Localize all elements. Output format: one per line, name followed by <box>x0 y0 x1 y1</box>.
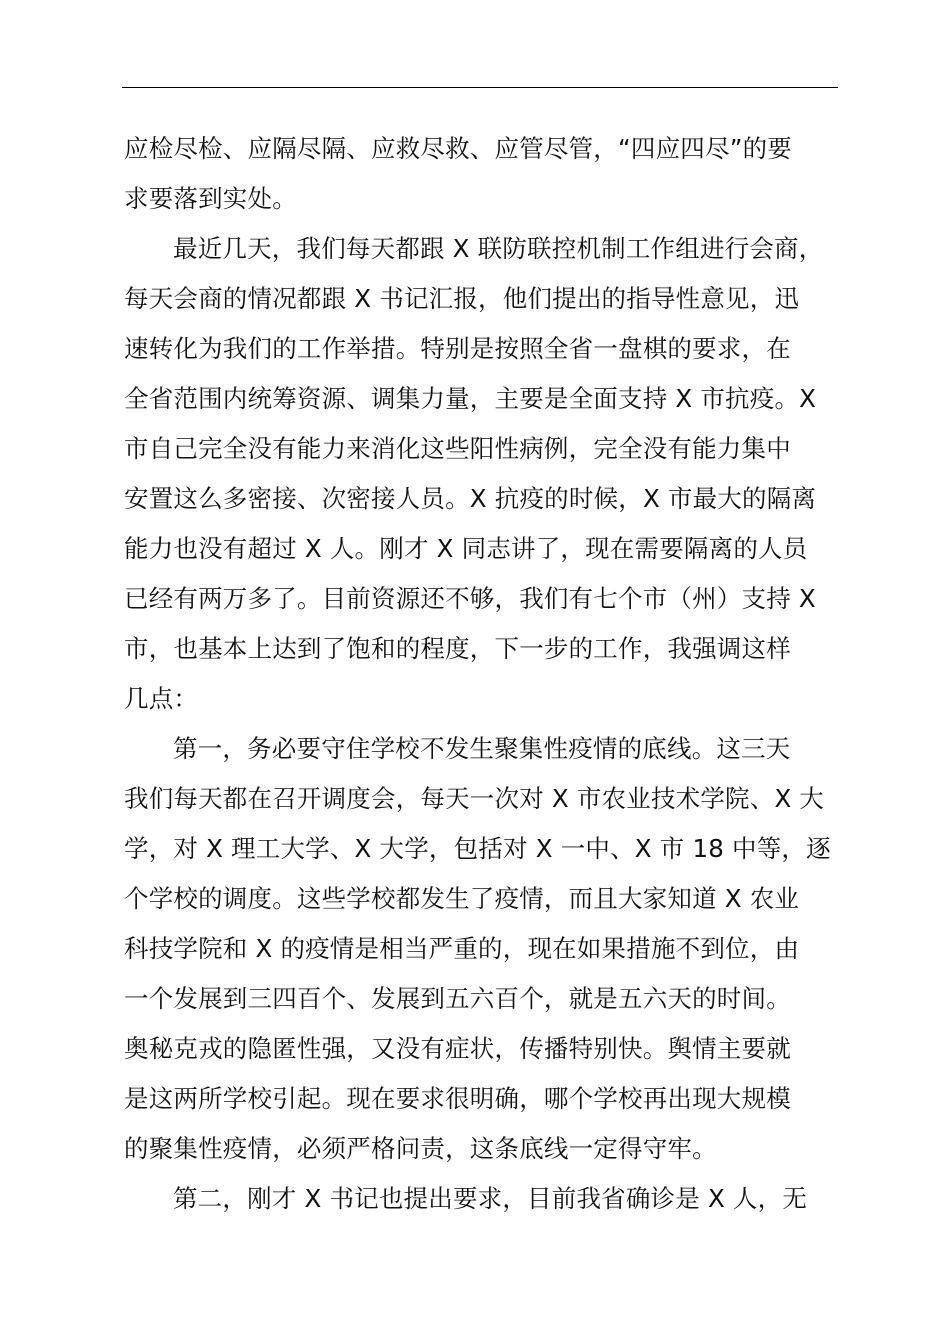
text-line: 学，对 X 理工大学、X 大学，包括对 X 一中、X 市 18 中等，逐 <box>124 834 831 863</box>
text-line: 求要落到实处。 <box>124 184 297 213</box>
text-line: 能力也没有超过 X 人。刚才 X 同志讲了，现在需要隔离的人员 <box>124 534 808 563</box>
text-line: 最近几天，我们每天都跟 X 联防联控机制工作组进行会商， <box>173 234 824 263</box>
text-line: 的聚集性疫情，必须严格问责，这条底线一定得守牢。 <box>124 1134 717 1163</box>
text-line: 奥秘克戎的隐匿性强，又没有症状，传播特别快。舆情主要就 <box>124 1034 791 1063</box>
text-line: 第二，刚才 X 书记也提出要求，目前我省确诊是 X 人，无 <box>173 1184 808 1213</box>
body-text <box>124 124 840 1224</box>
text-line: 全省范围内统筹资源、调集力量，主要是全面支持 X 市抗疫。X <box>124 384 817 413</box>
text-line: 市自己完全没有能力来消化这些阳性病例，完全没有能力集中 <box>124 434 791 463</box>
text-line: 速转化为我们的工作举措。特别是按照全省一盘棋的要求，在 <box>124 334 791 363</box>
text-line: 科技学院和 X 的疫情是相当严重的，现在如果措施不到位，由 <box>124 934 800 963</box>
text-line: 安置这么多密接、次密接人员。X 抗疫的时候，X 市最大的隔离 <box>124 484 817 513</box>
header-rule <box>122 87 838 88</box>
text-line: 是这两所学校引起。现在要求很明确，哪个学校再出现大规模 <box>124 1084 791 1113</box>
text-line: 我们每天都在召开调度会，每天一次对 X 市农业技术学院、X 大 <box>124 784 825 813</box>
text-line: 几点： <box>124 684 199 713</box>
text-line: 个学校的调度。这些学校都发生了疫情，而且大家知道 X 农业 <box>124 884 800 913</box>
paragraph <box>124 224 840 724</box>
paragraph <box>124 124 840 224</box>
paragraph <box>124 724 840 1174</box>
text-line: 应检尽检、应隔尽隔、应救尽救、应管尽管，“四应四尽”的要 <box>124 134 792 163</box>
text-line: 一个发展到三四百个、发展到五六百个，就是五六天的时间。 <box>124 984 791 1013</box>
text-line: 市，也基本上达到了饱和的程度，下一步的工作，我强调这样 <box>124 634 791 663</box>
text-line: 第一，务必要守住学校不发生聚集性疫情的底线。这三天 <box>173 734 791 763</box>
paragraph <box>124 1174 840 1224</box>
text-line: 每天会商的情况都跟 X 书记汇报，他们提出的指导性意见，迅 <box>124 284 800 313</box>
text-line: 已经有两万多了。目前资源还不够，我们有七个市（州）支持 X <box>124 584 816 613</box>
